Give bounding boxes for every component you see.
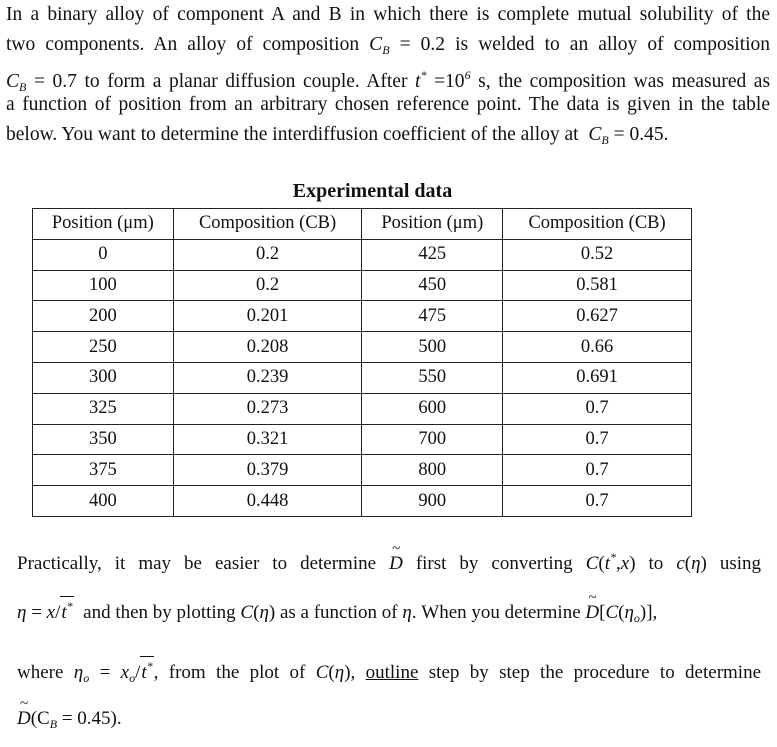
table-cell: 375 — [33, 455, 174, 486]
table-header-row — [33, 209, 692, 240]
table-cell: 0.7 — [503, 486, 692, 517]
table-cell: 300 — [33, 362, 174, 393]
table-cell: 0.66 — [503, 332, 692, 363]
table-cell: 475 — [362, 301, 503, 332]
table-cell: 0.273 — [173, 393, 362, 424]
task-text-1b: first by converting — [415, 553, 573, 574]
table-cell: 400 — [33, 486, 174, 517]
intro-line-5: below. You want to determine the interdiffusion coefficient of the alloy at $C_B = 0.45$. — [6, 124, 669, 147]
task-line-2: η = x/t* and then by plotting C(η) as a function of η. When you determine D $\sim[C(\eta_o)]$, — [17, 596, 761, 626]
experimental-data-table — [32, 208, 692, 517]
task-text-3a: where — [17, 662, 64, 683]
intro-time-exp: 6 — [464, 68, 471, 82]
table-cell: 0.2 — [173, 239, 362, 270]
table-cell: 200 — [33, 301, 174, 332]
task-text-2a: and then by plotting — [83, 602, 236, 623]
intro-line-4 — [6, 90, 770, 120]
table-cell: 700 — [362, 424, 503, 455]
table-row — [33, 455, 692, 486]
task-text-1d: using — [719, 553, 762, 574]
task-text-4a: (C — [30, 708, 50, 729]
task-text-4b: = 0.45). — [61, 708, 122, 729]
table-cell: 0.208 — [173, 332, 362, 363]
table-cell: 0.581 — [503, 270, 692, 301]
table-title: Experimental data — [292, 180, 453, 202]
table-cell: 0.52 — [503, 239, 692, 270]
intro-text-2a: two components. An alloy of composition — [6, 34, 360, 55]
table-cell: 500 — [362, 332, 503, 363]
table-cell: 0.7 — [503, 393, 692, 424]
table-cell: 550 — [362, 362, 503, 393]
intro-text-5a: below. You want to determine the interdiffusion coefficient of the alloy at — [6, 124, 579, 145]
table-cell: 600 — [362, 393, 503, 424]
table-cell: 0.7 — [503, 455, 692, 486]
intro-text-4: a function of position from an arbitrary chosen reference point. The data is given in the table — [6, 94, 770, 115]
intro-eq-5: = 0.45 — [613, 124, 664, 145]
task-line-4: D $\sim(C_B = 0.45)$. — [17, 708, 761, 732]
header-position-1: Position (μm) — [33, 209, 174, 240]
task-underlined-outline: outline — [365, 662, 419, 683]
table-cell: 0.448 — [173, 486, 362, 517]
task-text-1c: to — [648, 553, 664, 574]
table-cell: 425 — [362, 239, 503, 270]
table-cell: 0.7 — [503, 424, 692, 455]
intro-eq-2: = 0.2 — [399, 34, 446, 55]
intro-line-3: $C_B = 0.7$ to form a planar diffusion couple. After $t^* =10^6$ s, the composition was measured as — [6, 68, 771, 94]
table-row — [33, 332, 692, 363]
table-row — [33, 301, 692, 332]
table-cell: 900 — [362, 486, 503, 517]
task-text-3d: step by step the procedure to determine — [428, 662, 762, 683]
table-row — [33, 270, 692, 301]
table-cell: 325 — [33, 393, 174, 424]
table-cell: 0 — [33, 239, 174, 270]
task-text-3b: , from the plot of — [153, 662, 306, 683]
task-text-3c: , — [350, 662, 356, 683]
intro-eq-3: = 0.7 — [33, 71, 77, 92]
table-cell: 0.2 — [173, 270, 362, 301]
header-position-2: Position (μm) — [362, 209, 503, 240]
problem-intro — [6, 0, 770, 150]
table-row — [33, 424, 692, 455]
table-row — [33, 393, 692, 424]
task-text-2b: as a function of — [279, 602, 398, 623]
table-cell: 350 — [33, 424, 174, 455]
table-cell: 800 — [362, 455, 503, 486]
table-cell: 0.321 — [173, 424, 362, 455]
task-line-1: Practically, it may be easier to determine D ~ first by converting C(t*,x) to c(η) using — [17, 550, 761, 575]
task-text-1a: Practically, it may be easier to determine — [17, 553, 377, 574]
intro-text-5end: . — [663, 124, 669, 145]
table-cell: 450 — [362, 270, 503, 301]
intro-text-3b: s, the composition was measured as — [478, 71, 771, 92]
table-cell: 250 — [33, 332, 174, 363]
table-row — [33, 486, 692, 517]
intro-text-2b: is welded to an alloy of composition — [455, 34, 771, 55]
intro-line-1 — [6, 0, 770, 30]
task-line-3: where $\eta_o = x_o/t^*$, from the plot of C(η), outline step by step the procedure to determine — [17, 656, 761, 686]
table-cell: 100 — [33, 270, 174, 301]
table-cell: 0.627 — [503, 301, 692, 332]
intro-text-1: In a binary alloy of component A and B in which there is complete mutual solubility of the — [6, 4, 770, 25]
task-text-2c: . When you determine — [411, 602, 581, 623]
table-cell: 0.691 — [503, 362, 692, 393]
table-cell: 0.379 — [173, 455, 362, 486]
intro-text-3a: to form a planar diffusion couple. After — [84, 71, 408, 92]
table-cell: 0.239 — [173, 362, 362, 393]
intro-line-2: two components. An alloy of composition $C_B = 0.2$ is welded to an alloy of composition — [6, 34, 771, 57]
table-row — [33, 362, 692, 393]
intro-time: =10 — [434, 71, 465, 92]
header-composition-2: Composition (CB) — [503, 209, 692, 240]
table-cell: 0.201 — [173, 301, 362, 332]
header-composition-1: Composition (CB) — [173, 209, 362, 240]
table-row — [33, 239, 692, 270]
